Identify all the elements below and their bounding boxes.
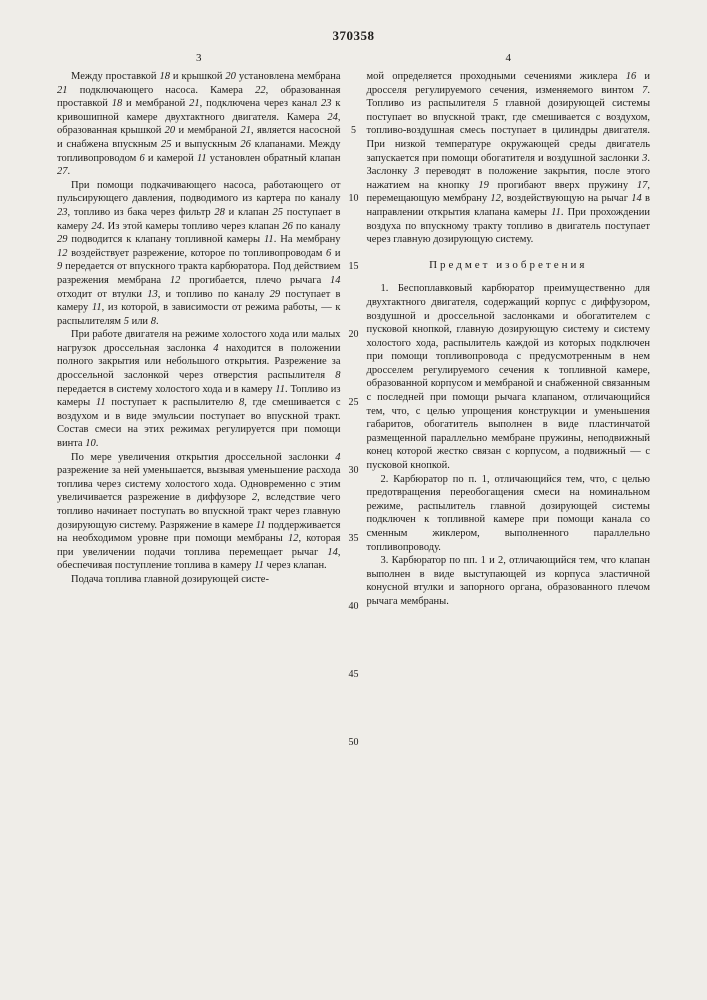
line-number-40: 40 xyxy=(348,601,359,612)
line-number-15: 15 xyxy=(348,261,359,272)
paragraph-idle-mode: При работе двигателя на режиме холостого хода или малых нагрузок дроссельная заслонка 4 находится в положении полного закрытия или небольшого открытия. Разрежение за дроссельной заслонкой через отверстия распылителя 8 передается в систему холостого хода и в камеру 11. Топливо из камеры 11 поступает к распылителю 8, где смешивается с воздухом и в виде эмульсии поступает во впускной тракт. Состав смеси на этих режимах регулируется при помощи винта 10. xyxy=(57,329,341,450)
line-number-25: 25 xyxy=(348,397,359,408)
claim-3: 3. Карбюратор по пп. 1 и 2, отличающийся тем, что клапан выполнен в виде выступающей из корпуса эластичной конусной втулки и запорного органа, образованного плечом рычага мембраны. xyxy=(366,555,650,607)
paragraph-membrane-pump: Между проставкой 18 и крышкой 20 установлена мембрана 21 подключающего насоса. Камера 22, образованная проставкой 18 и мембраной 21, подключена через канал 23 к кривошипной камере двухтактного двигателя. Камера 24, образованная крышкой 20 и мембраной 21, является насосной и снабжена впускным 25 и выпускным 26 клапанами. Между топливопроводом 6 и камерой 11 установлен обратный клапан 27. xyxy=(57,71,341,178)
paragraph-throttle-opening: По мере увеличения открытия дроссельной заслонки 4 разрежение за ней уменьшается, вызывая уменьшение расхода топлива через систему холостого хода. Одновременно с этим увеличивается разрежение в диффузоре 2, вследствие чего топливо начинает поступать во впускной тракт через главную дозирующую систему. Разряжение в камере 11 поддерживается на необходимом уровне при помощи мембраны 12, которая при увеличении подачи топлива перемещает рычаг 14, обеспечивая поступление топлива в камеру 11 через клапан. xyxy=(57,451,341,572)
page-number-row xyxy=(57,52,650,64)
line-number-gutter xyxy=(341,70,367,748)
line-number-35: 35 xyxy=(348,533,359,544)
left-page-number: 3 xyxy=(196,52,202,64)
line-number-20: 20 xyxy=(348,329,359,340)
paragraph-main-system-start: Подача топлива главной дозирующей систе- xyxy=(71,573,269,585)
section-heading-subject-of-invention: Предмет изобретения xyxy=(429,258,588,271)
right-page-number: 4 xyxy=(505,52,511,64)
page-body xyxy=(57,70,651,748)
claim-1: 1. Беспоплавковый карбюратор преимущественно для двухтактного двигателя, содержащий корпус с диффузором, воздушной и дроссельной заслонками и обогатителем с пусковой кнопкой, главную дозирующую систему и систему холостого хода, распылитель каждой из которых подключен при помощи топливопровода с предусмотренным в нем дросселем регулируемого сечения к топливной камере, образованной корпусом и мембраной и снабженной связанным с последней при помощи рычага клапаном, отличающийся тем, что, с целью упрощения конструкции и уменьшения габаритов, обогатитель выполнен в виде пластинчатой размещенной параллельно мембране пружины, неподвижный конец которой жестко связан с корпусом, а подвижный — с пусковой кнопкой. xyxy=(366,283,650,472)
line-number-10: 10 xyxy=(348,193,359,204)
line-number-50: 50 xyxy=(348,737,359,748)
line-number-5: 5 xyxy=(351,125,356,136)
left-column xyxy=(57,70,341,609)
right-column xyxy=(367,70,651,609)
line-number-45: 45 xyxy=(348,669,359,680)
claim-2: 2. Карбюратор по п. 1, отличающийся тем, что, с целью предотвращения переобогащения смеси на номинальном режиме, распылитель главной дозирующей системы подключен к топливной камере при помощи канала со сменным жиклером, выполненного параллельно топливопроводу. xyxy=(366,473,650,553)
line-number-30: 30 xyxy=(348,465,359,476)
paragraph-priming-pump: При помощи подкачивающего насоса, работающего от пульсирующего давления, подводимого из картера по каналу 23, топливо из бака через фильтр 28 и клапан 25 поступает в камеру 24. Из этой камеры топливо через клапан 26 по каналу 29 подводится к клапану топливной камеры 11. На мембрану 12 воздействует разрежение, которое по топливопроводам 6 и 9 передается от впускного тракта карбюратора. Под действием разрежения мембрана 12 прогибается, плечо рычага 14 отходит от втулки 13, и топливо по каналу 29 поступает в камеру 11, из которой, в зависимости от режима работы, — к распылителям 5 или 8. xyxy=(57,179,341,327)
patent-number: 370358 xyxy=(332,28,375,43)
paragraph-main-system-continuation: мой определяется проходными сечениями жиклера 16 и дросселя регулируемого сечения, изменяемого винтом 7. Топливо из распылителя 5 главной дозирующей системы поступает во впускной тракт, где смешивается с воздухом, топливо-воздушная смесь поступает в цилиндры двигателя. При низкой температуре окружающей среды двигатель запускается при помощи обогатителя и воздушной заслонки 3. Заслонку 3 переводят в положение закрытия, после этого нажатием на кнопку 19 прогибают вверх пружину 17, перемещающую мембрану 12, воздействующую на рычаг 14 в направлении открытия клапана камеры 11. При прохождении воздуха по впускному тракту топливо в двигатель поступает через главную дозирующую систему. xyxy=(366,71,651,246)
page-number-gap xyxy=(341,52,367,64)
